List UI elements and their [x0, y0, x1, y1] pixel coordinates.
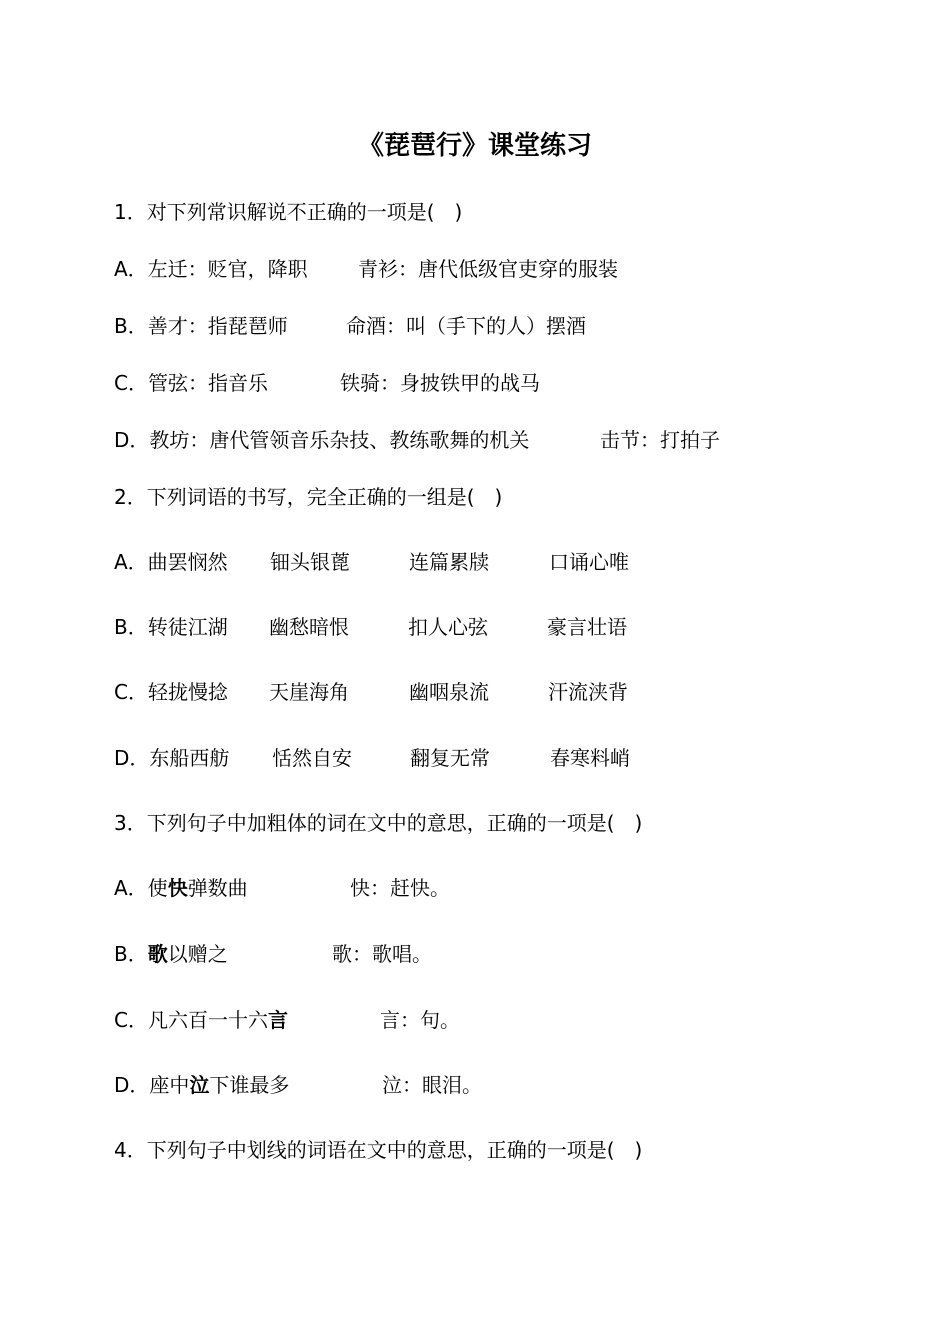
- option-word: 幽咽泉流: [409, 680, 489, 704]
- option-label: A．左迁：贬官，降职: [114, 257, 308, 281]
- sentence-bold-word: 言: [267, 1008, 288, 1032]
- option-word: 钿头银蓖: [270, 550, 350, 574]
- option-word: 豪言壮语: [547, 615, 627, 639]
- option-word: 汗流浃背: [548, 680, 628, 704]
- question-4-stem: 4．下列句子中划线的词语在文中的意思，正确的一项是( ): [114, 1138, 643, 1162]
- option-label: B．转徒江湖: [114, 615, 228, 639]
- option-word: 扣人心弦: [408, 615, 488, 639]
- option-gloss: 言：句。: [380, 1008, 460, 1032]
- option-label: D．教坊：唐代管领音乐杂技、教练歌舞的机关: [114, 428, 530, 452]
- sentence-bold-word: 快: [167, 876, 188, 900]
- option-sentence: [114, 874, 248, 902]
- sentence-pre: C．凡六百一十六: [114, 1008, 268, 1032]
- option-word: 幽愁暗恨: [269, 615, 349, 639]
- sentence-pre: D．座中: [114, 1073, 190, 1097]
- question-2-stem: 2．下列词语的书写，完全正确的一组是( ): [114, 485, 503, 509]
- option-label: C．管弦：指音乐: [114, 371, 268, 395]
- option-label: A．曲罢悯然: [114, 550, 228, 574]
- option-gloss: 泣：眼泪。: [382, 1073, 482, 1097]
- option-label: D．东船西舫: [114, 746, 230, 770]
- option-word: 恬然自安: [272, 746, 352, 770]
- question-3-stem: 3．下列句子中加粗体的词在文中的意思，正确的一项是( ): [114, 811, 643, 835]
- option-sentence: [114, 1006, 288, 1034]
- sentence-pre: B．: [114, 942, 148, 966]
- sentence-bold-word: 歌: [147, 942, 168, 966]
- option-gloss: 快：赶快。: [350, 876, 450, 900]
- option-extra: 命酒：叫（手下的人）摆酒: [346, 314, 586, 338]
- sentence-bold-word: 泣: [189, 1073, 210, 1097]
- question-1-stem: 1．对下列常识解说不正确的一项是( ): [114, 200, 463, 224]
- option-word: 连篇累牍: [409, 550, 489, 574]
- sentence-post: 下谁最多: [209, 1073, 290, 1097]
- option-extra: 铁骑：身披铁甲的战马: [340, 371, 540, 395]
- option-word: 天崖海角: [269, 680, 349, 704]
- option-word: 口诵心唯: [549, 550, 629, 574]
- option-label: C．轻拢慢捻: [114, 680, 228, 704]
- option-label: B．善才：指琵琶师: [114, 314, 288, 338]
- option-gloss: 歌：歌唱。: [332, 942, 432, 966]
- page-title: 《琵琶行》课堂练习: [357, 131, 592, 161]
- sentence-pre: A．使: [114, 876, 168, 900]
- option-word: 春寒料峭: [550, 746, 630, 770]
- sentence-post: 弹数曲: [187, 876, 248, 900]
- option-extra: 青衫：唐代低级官吏穿的服装: [358, 257, 618, 281]
- sentence-post: 以赠之: [167, 942, 228, 966]
- option-word: 翻复无常: [410, 746, 490, 770]
- option-sentence: [114, 940, 228, 968]
- option-sentence: [114, 1071, 289, 1099]
- option-extra: 击节：打拍子: [600, 428, 720, 452]
